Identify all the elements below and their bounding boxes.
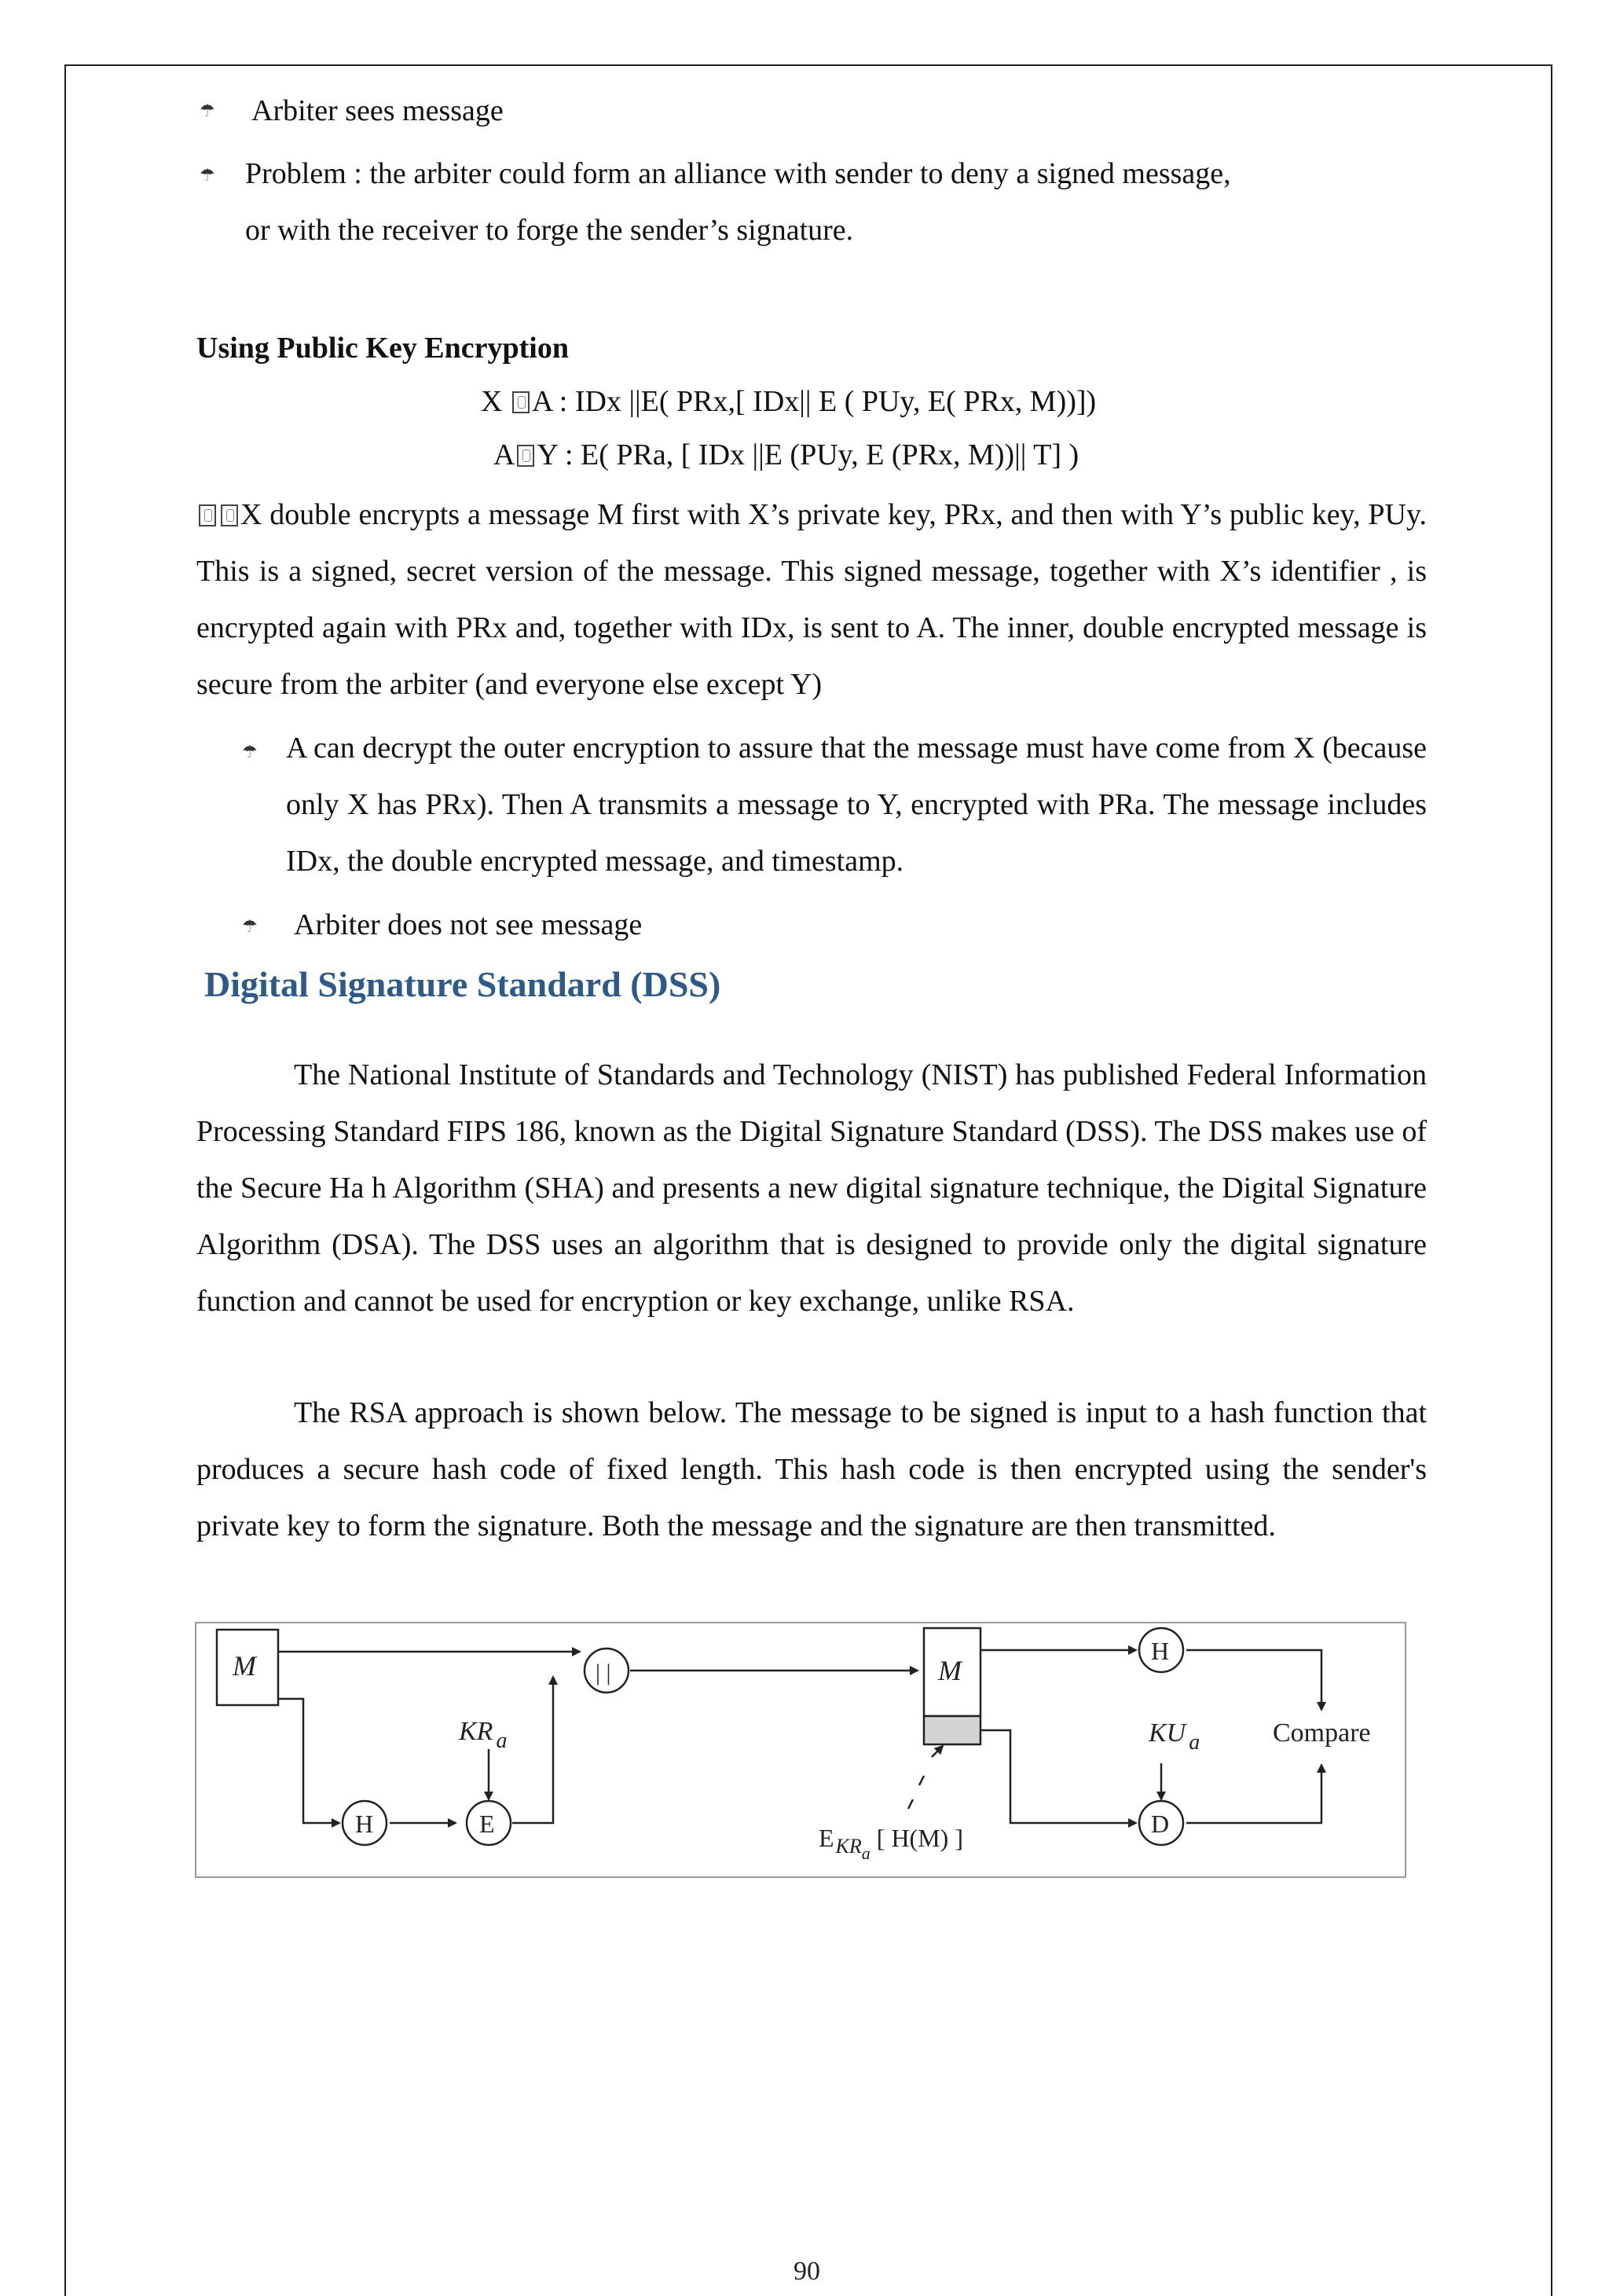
eq1-left: X [481, 385, 503, 418]
eq1-right: A : IDx ||E( PRx,[ IDx|| E ( PUy, E( PRx, M))]) [531, 385, 1097, 418]
dss-paragraph-1: The National Institute of Standards and Technology (NIST) has published Federal Information Processing Standard FIPS 186, known as the Digital Signature Standard (DSS). The DSS makes use of the Secure Ha h Algorithm (SHA) and presents a new digital signature technique, the Digital Signature Algorithm (DSA). The DSS uses an algorithm that is designed to provide only the digital signature function and cannot be used for encryption or key exchange, unlike RSA. [196, 1058, 1427, 1318]
equation-2 [493, 437, 1079, 473]
dss-paragraph-2: The RSA approach is shown below. The message to be signed is input to a hash function that produces a secure hash code of fixed length. This hash code is then encrypted using the sender's private key to form the signature. Both the message and the signature are then transmitted. [196, 1396, 1427, 1542]
eq2-left: A [493, 438, 515, 471]
receiver-m-label: M [938, 1655, 962, 1686]
section-heading-dss: Digital Signature Standard (DSS) [204, 964, 721, 1004]
ku-label: KU $_a$ [1149, 1718, 1200, 1755]
bullet-arbiter-not-see: Arbiter does not see message [294, 908, 643, 941]
bullet-icon: ☂ [242, 742, 258, 761]
bullet-icon: ☂ [200, 101, 215, 120]
bullet-problem-line1: Problem : the arbiter could form an alliance with sender to deny a signed message, [245, 157, 1231, 190]
hash-label-receiver: H [1151, 1637, 1170, 1665]
compare-label: Compare [1273, 1718, 1371, 1748]
diagram-svg [196, 1623, 1406, 1878]
eq2-right: Y : E( PRa, [ IDx ||E (PUy, E (PRx, M))|| T] ) [537, 438, 1079, 471]
pointer-dash-2 [908, 1799, 913, 1809]
arrow-placeholder-icon [512, 391, 530, 413]
glyph-placeholder-icon [199, 504, 216, 526]
line-e-up [512, 1689, 553, 1823]
concat-label: | | [596, 1660, 611, 1685]
glyph-placeholder-icon [221, 504, 238, 526]
signature-label: $E_{KRa}$[ H(M) ] [819, 1824, 963, 1863]
arrow-d-to-compare [1186, 1765, 1321, 1823]
pointer-arrow [932, 1746, 943, 1757]
bullet-a-decrypt: A can decrypt the outer encryption to assure that the message must have come from X (because only X has PRx). Then A transmits a message to Y, encrypted with PRa. The message includes IDx, the double encrypted message, and timestamp. [286, 732, 1427, 878]
arrow-h2-to-compare [1186, 1650, 1321, 1710]
decrypt-label: D [1151, 1810, 1170, 1838]
pointer-dash-1 [919, 1776, 924, 1785]
hash-label-sender: H [355, 1810, 374, 1838]
arrow-placeholder-icon [517, 445, 534, 467]
arrow-sig-to-d [980, 1730, 1136, 1823]
bullet-problem-line2: or with the receiver to forge the sender’s signature. [245, 214, 854, 247]
public-key-paragraph: X double encrypts a message M first with X’s private key, PRx, and then with Y’s public key, PUy. This is a signed, secret version of the message. This signed message, together with X’s identifier , is encrypted again with PRx and, together with IDx, is sent to A. The inner, double encrypted message is secure from the arbiter (and everyone else except Y) [196, 498, 1427, 701]
signature-box [924, 1716, 980, 1744]
section-heading-public-key: Using Public Key Encryption [196, 332, 569, 365]
encrypt-label: E [479, 1810, 495, 1838]
page-number: 90 [794, 2257, 820, 2286]
bullet-icon: ☂ [242, 916, 258, 936]
sender-m-label: M [233, 1650, 256, 1682]
equation-1 [481, 383, 1096, 420]
bullet-arbiter-sees: Arbiter sees message [251, 94, 504, 127]
rsa-signature-diagram [195, 1622, 1406, 1878]
bullet-icon: ☂ [200, 165, 215, 185]
kr-label: KR $_a$ [459, 1717, 508, 1753]
arrow-m-to-h [278, 1699, 339, 1823]
